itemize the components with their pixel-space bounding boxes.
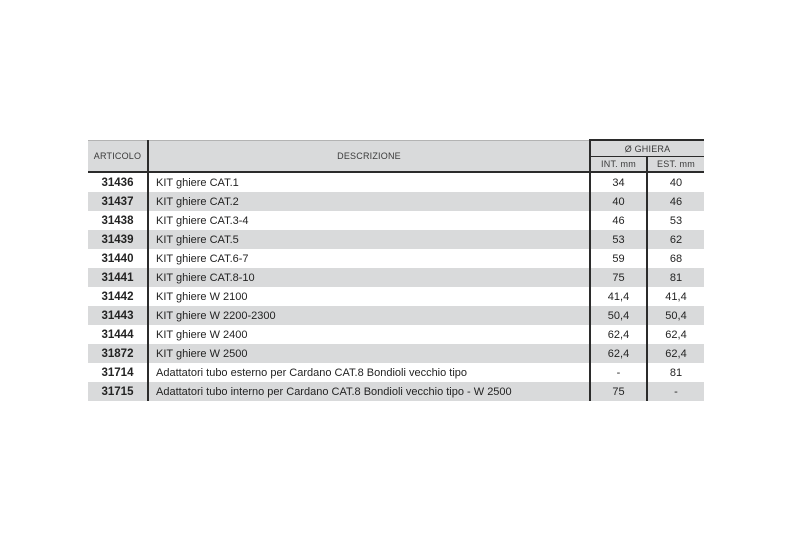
- cell-articolo: 31714: [88, 363, 148, 382]
- cell-int-mm: 41,4: [590, 287, 647, 306]
- table-row: [88, 230, 704, 249]
- column-header-descrizione: DESCRIZIONE: [148, 140, 590, 172]
- cell-articolo: 31442: [88, 287, 148, 306]
- cell-int-mm: 40: [590, 192, 647, 211]
- cell-descrizione: KIT ghiere W 2500: [148, 344, 590, 363]
- cell-articolo: 31715: [88, 382, 148, 401]
- cell-articolo: 31436: [88, 172, 148, 192]
- cell-est-mm: 46: [669, 195, 683, 208]
- cell-descrizione: KIT ghiere CAT.1: [148, 172, 590, 192]
- cell-est-mm: 50,4: [665, 309, 687, 322]
- cell-int-mm: 75: [590, 268, 647, 287]
- cell-est-mm: 62,4: [665, 328, 687, 341]
- cell-descrizione: KIT ghiere W 2100: [148, 287, 590, 306]
- cell-descrizione: KIT ghiere CAT.6-7: [148, 249, 590, 268]
- column-header-articolo: ARTICOLO: [88, 140, 148, 172]
- column-header-est-mm: EST. mm: [647, 157, 704, 173]
- cell-est-mm: 81: [669, 366, 683, 379]
- cell-int-mm: 53: [590, 230, 647, 249]
- cell-descrizione: KIT ghiere CAT.5: [148, 230, 590, 249]
- table-row: [88, 363, 704, 382]
- cell-int-mm: -: [590, 363, 647, 382]
- cell-est-mm: -: [674, 385, 678, 398]
- cell-int-mm: 62,4: [590, 344, 647, 363]
- table-header: [88, 140, 704, 172]
- cell-est-mm: 41,4: [665, 290, 687, 303]
- cell-descrizione: KIT ghiere CAT.8-10: [148, 268, 590, 287]
- cell-articolo: 31441: [88, 268, 148, 287]
- cell-int-mm: 34: [590, 172, 647, 192]
- cell-articolo: 31437: [88, 192, 148, 211]
- cell-descrizione: Adattatori tubo interno per Cardano CAT.8 Bondioli vecchio tipo - W 2500: [148, 382, 590, 401]
- cell-int-mm: 59: [590, 249, 647, 268]
- cell-descrizione: KIT ghiere CAT.2: [148, 192, 590, 211]
- cell-est-mm: 53: [669, 214, 683, 227]
- cell-int-mm: 62,4: [590, 325, 647, 344]
- cell-int-mm: 46: [590, 211, 647, 230]
- table-row: [88, 211, 704, 230]
- table-row: [88, 306, 704, 325]
- cell-descrizione: KIT ghiere CAT.3-4: [148, 211, 590, 230]
- cell-descrizione: KIT ghiere W 2200-2300: [148, 306, 590, 325]
- table-row: [88, 382, 704, 401]
- cell-int-mm: 75: [590, 382, 647, 401]
- cell-articolo: 31438: [88, 211, 148, 230]
- table-row: [88, 249, 704, 268]
- cell-descrizione: KIT ghiere W 2400: [148, 325, 590, 344]
- cell-est-mm: 68: [669, 252, 683, 265]
- cell-est-mm: 40: [669, 176, 683, 189]
- cell-articolo: 31443: [88, 306, 148, 325]
- cell-int-mm: 50,4: [590, 306, 647, 325]
- cell-est-mm: 62,4: [665, 347, 687, 360]
- cell-articolo: 31440: [88, 249, 148, 268]
- cell-articolo: 31439: [88, 230, 148, 249]
- table-row: [88, 287, 704, 306]
- ghiere-parts-table: [88, 139, 704, 401]
- cell-est-mm: 81: [669, 271, 683, 284]
- table-row: [88, 192, 704, 211]
- table-row: [88, 325, 704, 344]
- cell-articolo: 31444: [88, 325, 148, 344]
- cell-articolo: 31872: [88, 344, 148, 363]
- table-row: [88, 344, 704, 363]
- table-row: [88, 268, 704, 287]
- cell-descrizione: Adattatori tubo esterno per Cardano CAT.8 Bondioli vecchio tipo: [148, 363, 590, 382]
- column-group-header-ghiera: Ø GHIERA: [590, 140, 704, 157]
- table-body: [88, 172, 704, 401]
- column-header-int-mm: INT. mm: [590, 157, 647, 173]
- cell-est-mm: 62: [669, 233, 683, 246]
- header-row-group: [88, 140, 704, 157]
- table-row: [88, 172, 704, 192]
